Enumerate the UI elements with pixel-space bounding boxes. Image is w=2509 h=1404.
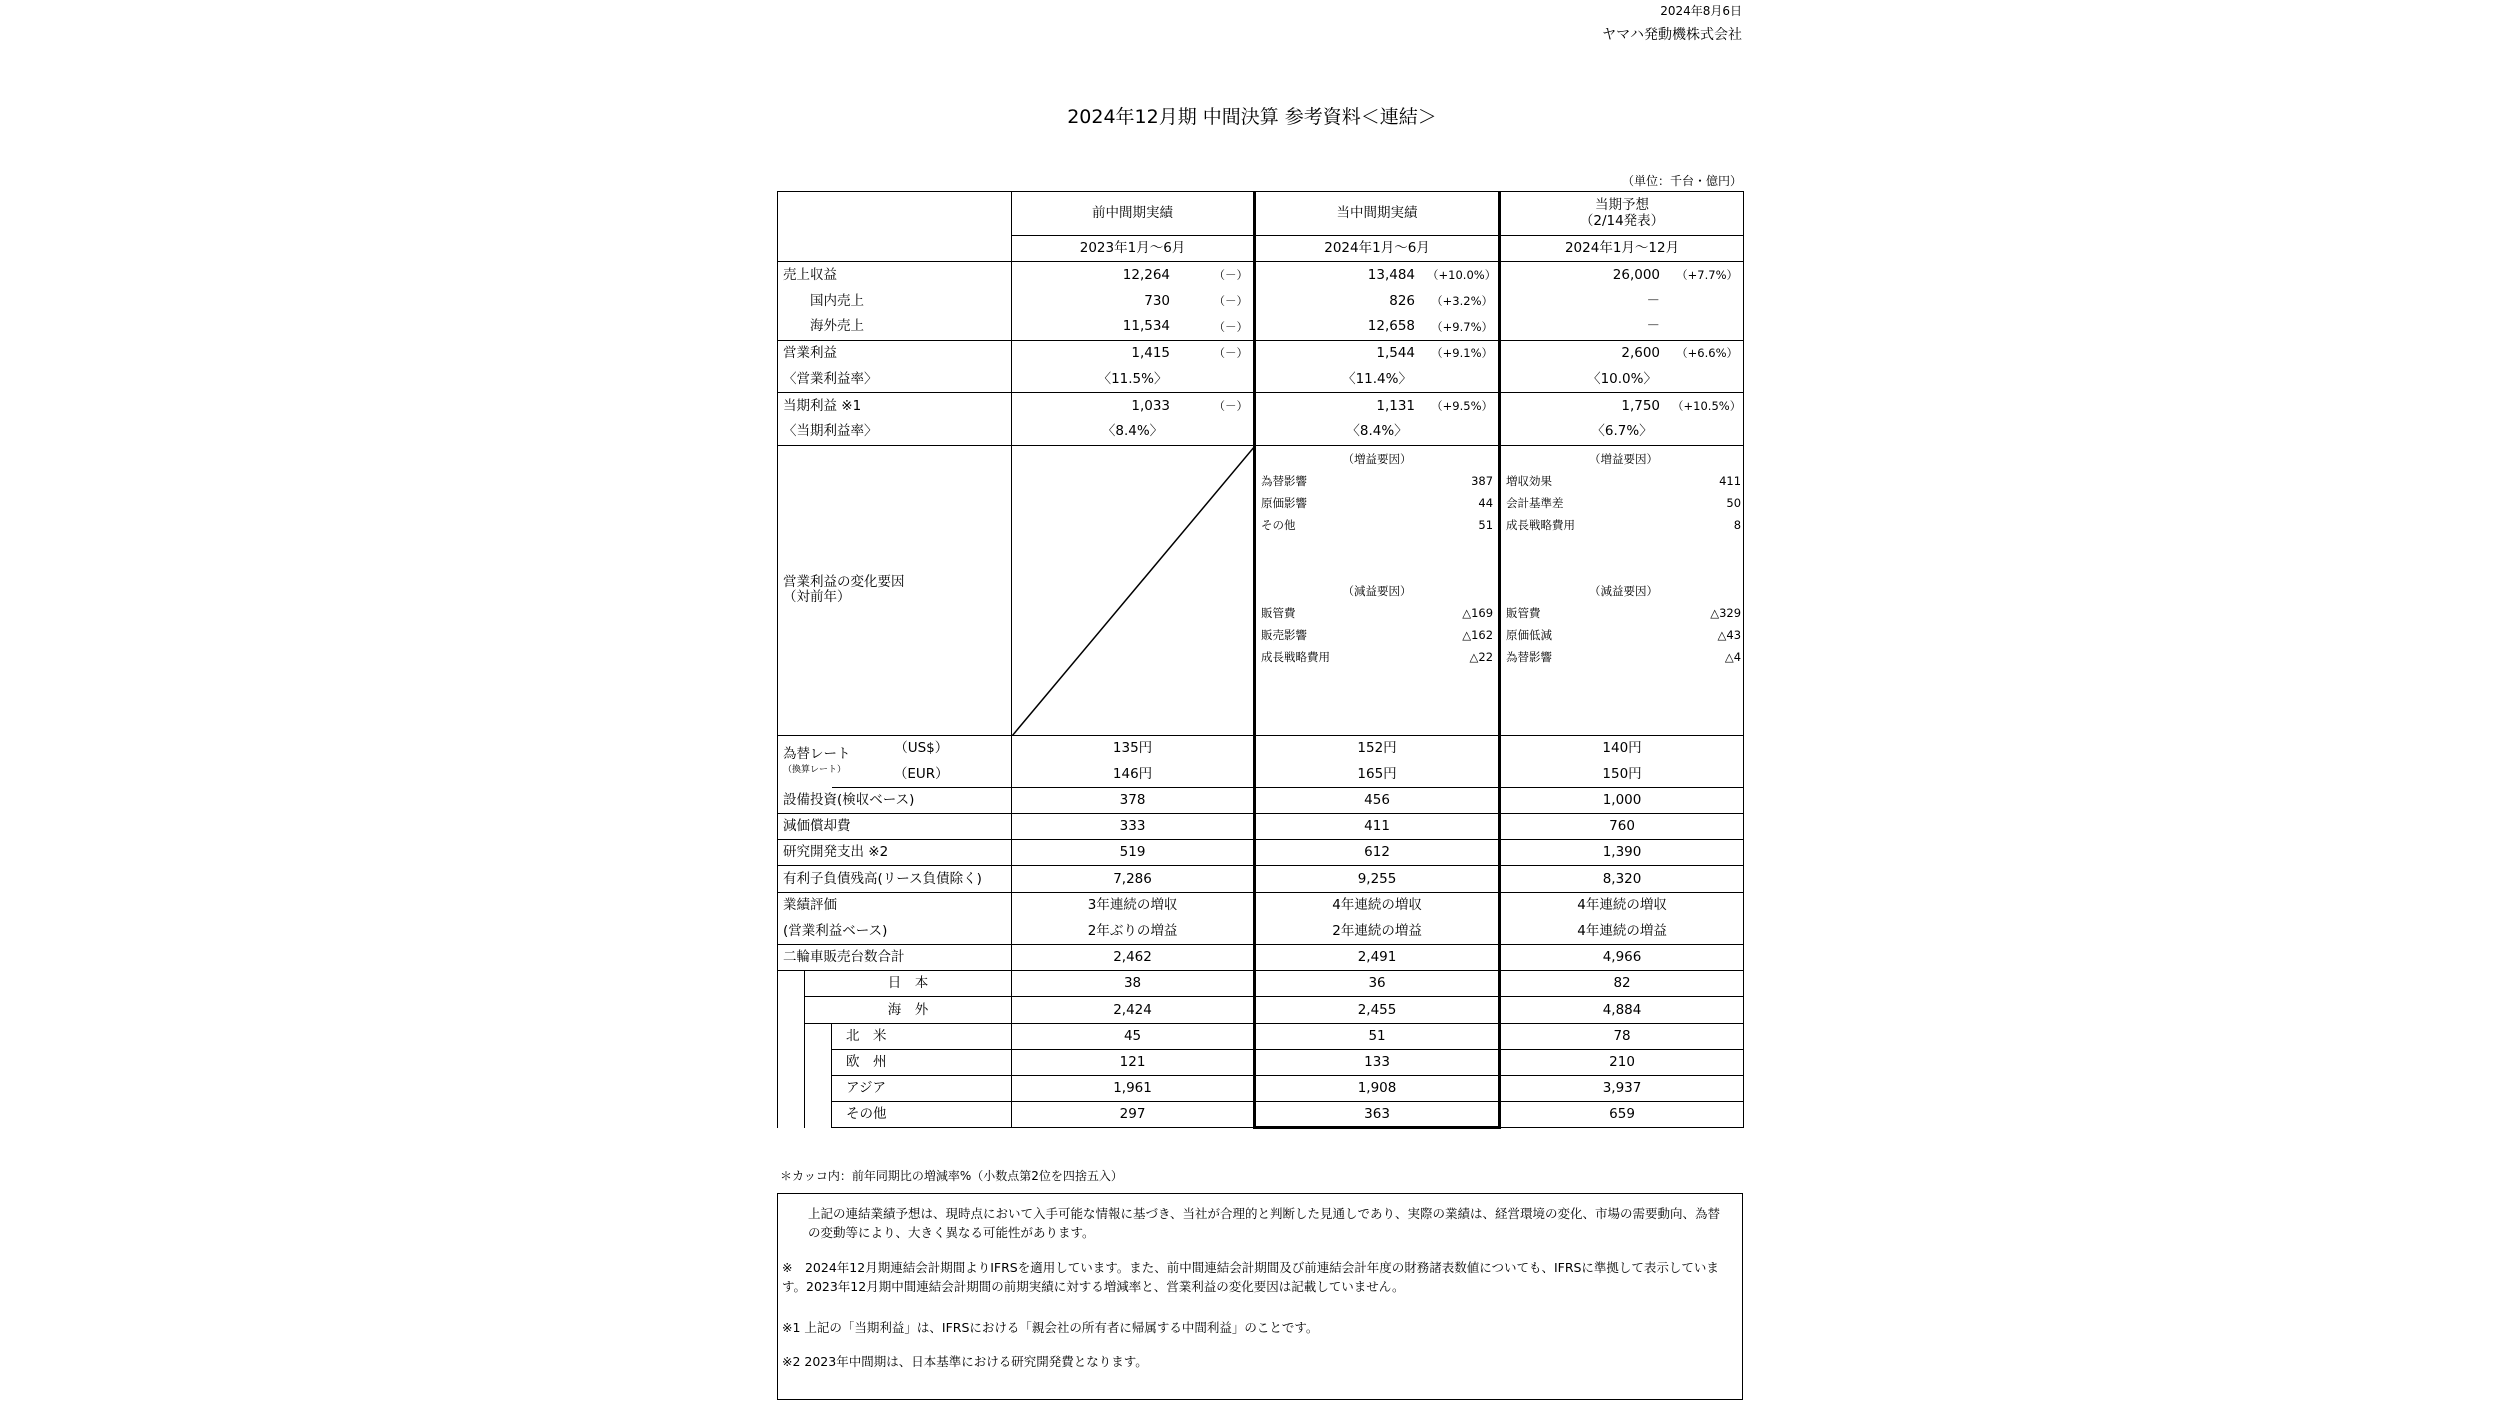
list-item: 会計基準差 50: [1506, 495, 1742, 510]
cell-value: 36: [1255, 971, 1500, 997]
cell-value: 〈8.4%〉: [1255, 419, 1500, 445]
col-prev-label: 前中間期実績: [1012, 192, 1255, 236]
table-row: [778, 735, 1744, 761]
cell-pct: （+6.6%）: [1676, 346, 1739, 361]
cell-value: 2,455: [1255, 997, 1500, 1023]
cell-value: 1,750: [1621, 397, 1661, 414]
footnote: ＊カッコ内：前年同期比の増減率%（小数点第2位を四捨五入）: [780, 1169, 1123, 1183]
cell-value: 7,286: [1012, 866, 1255, 892]
list-item: 為替影響 387: [1261, 473, 1494, 488]
factors-fcst: [1500, 445, 1744, 735]
row-label: 減価償却費: [778, 814, 1012, 840]
fx-label-main: 為替レート: [783, 745, 851, 762]
cell-value: 4年連続の増益: [1500, 918, 1744, 944]
cell-pct: （－）: [1213, 398, 1249, 413]
factors-label: [778, 445, 1012, 735]
list-item: その他 51: [1261, 517, 1494, 532]
col-fcst-label-2: （2/14発表）: [1579, 212, 1665, 229]
cell-value: 8,320: [1500, 866, 1744, 892]
col-fcst-label: [1500, 192, 1744, 236]
row-label: 当期利益 ※1: [778, 393, 1012, 419]
cell-value: 4,884: [1500, 997, 1744, 1023]
cell-value: 12,658: [1367, 318, 1416, 335]
unit-label: （単位：千台・億円）: [1621, 174, 1742, 188]
factors-curr-inc-header: （増益要因）: [1342, 451, 1412, 466]
row-label: 有利子負債残高(リース負債除く): [778, 866, 1012, 892]
cell-value: 1,961: [1012, 1075, 1255, 1101]
factors-curr-dec-header: （減益要因）: [1342, 583, 1412, 598]
row-label: 営業利益: [778, 340, 1012, 366]
company-name: ヤマハ発動機株式会社: [1602, 27, 1742, 43]
cell-value: 4年連続の増収: [1255, 892, 1500, 918]
factors-label-2: （対前年）: [783, 589, 851, 605]
cell-pct: （－）: [1213, 346, 1249, 361]
row-label: 国内売上: [778, 288, 1012, 314]
table-row: [778, 1102, 1744, 1128]
cell-value: 〈10.0%〉: [1500, 366, 1744, 392]
list-item: 原価影響 44: [1261, 495, 1494, 510]
cell-pct: （－）: [1213, 319, 1249, 334]
list-item: 販売影響 △162: [1261, 627, 1494, 642]
col-curr-label: 当中間期実績: [1255, 192, 1500, 236]
cell-value: 146円: [1012, 761, 1255, 787]
cell-value: 411: [1255, 814, 1500, 840]
cell-value: 519: [1012, 840, 1255, 866]
table-row: [778, 945, 1744, 971]
row-label: 研究開発支出 ※2: [778, 840, 1012, 866]
table-row: [778, 419, 1744, 445]
report-date: 2024年8月6日: [1660, 4, 1742, 18]
row-label: 売上収益: [778, 262, 1012, 288]
table-row: [778, 340, 1744, 366]
results-table: [777, 191, 1744, 1129]
cell-value: 165円: [1255, 761, 1500, 787]
cell-value: 〈11.4%〉: [1255, 366, 1500, 392]
cell-value: 826: [1389, 292, 1416, 309]
table-row: [778, 262, 1744, 288]
col-fcst-period: 2024年1月～12月: [1500, 236, 1744, 262]
cell-value: 13,484: [1367, 266, 1416, 283]
cell-value: 2,600: [1621, 345, 1661, 362]
table-row: [778, 1075, 1744, 1101]
cell-value: 3年連続の増収: [1012, 892, 1255, 918]
cell-value: 1,131: [1376, 397, 1416, 414]
table-row: [778, 393, 1744, 419]
notes-box: [777, 1193, 1743, 1400]
table-row: [778, 366, 1744, 392]
cell-value: 51: [1255, 1023, 1500, 1049]
cell-value: 150円: [1500, 761, 1744, 787]
factors-row: [778, 445, 1744, 735]
table-row: [778, 814, 1744, 840]
cell-value: 659: [1500, 1102, 1744, 1128]
table-row: [778, 787, 1744, 813]
col-prev-period: 2023年1月～6月: [1012, 236, 1255, 262]
table-row: [778, 761, 1744, 787]
cell-value: 1,908: [1255, 1075, 1500, 1101]
factors-curr: [1255, 445, 1500, 735]
cell-value: 11,534: [1122, 318, 1171, 335]
cell-value: －: [1646, 318, 1661, 335]
row-label: 設備投資(検収ベース): [778, 787, 1012, 813]
cell-value: 121: [1012, 1049, 1255, 1075]
cell-value: 82: [1500, 971, 1744, 997]
cell-value: 760: [1500, 814, 1744, 840]
cell-value: 78: [1500, 1023, 1744, 1049]
cell-value: 730: [1144, 292, 1171, 309]
cell-value: 297: [1012, 1102, 1255, 1128]
diagonal-line: [1012, 446, 1255, 736]
cell-value: 1,390: [1500, 840, 1744, 866]
cell-pct: （+9.5%）: [1431, 398, 1494, 413]
cell-pct: （+3.2%）: [1431, 293, 1494, 308]
cell-value: 378: [1012, 787, 1255, 813]
table-row: [778, 840, 1744, 866]
cell-value: 210: [1500, 1049, 1744, 1075]
list-item: 販管費 △169: [1261, 605, 1494, 620]
cell-pct: （－）: [1213, 267, 1249, 282]
list-item: 原価低減 △43: [1506, 627, 1742, 642]
page-title: 2024年12月期 中間決算 参考資料＜連結＞: [1067, 106, 1437, 128]
cell-value: 1,033: [1131, 397, 1171, 414]
cell-value: 1,415: [1131, 345, 1171, 362]
cell-value: 133: [1255, 1049, 1500, 1075]
cell-value: 2,424: [1012, 997, 1255, 1023]
cell-value: 140円: [1500, 735, 1744, 761]
list-item: 販管費 △329: [1506, 605, 1742, 620]
row-label: 業績評価: [778, 892, 1012, 918]
note-forecast: 上記の連結業績予想は、現時点において入手可能な情報に基づき、当社が合理的と判断した見通しであり、実際の業績は、経営環境の変化、市場の需要動向、為替の変動等により、大きく異なる可能性があります。: [808, 1206, 1721, 1240]
fx-label-sub: （換算レート）: [783, 765, 847, 776]
fx-eur-label: （EUR）: [832, 761, 1012, 787]
row-label: 二輪車販売台数合計: [778, 945, 1012, 971]
table-row: [778, 971, 1744, 997]
table-row: [778, 1023, 1744, 1049]
cell-value: 152円: [1255, 735, 1500, 761]
table-row: [778, 918, 1744, 944]
cell-value: 612: [1255, 840, 1500, 866]
cell-value: 456: [1255, 787, 1500, 813]
cell-pct: （－）: [1213, 293, 1249, 308]
cell-value: 2年ぶりの増益: [1012, 918, 1255, 944]
row-label: 〈営業利益率〉: [778, 366, 1012, 392]
cell-value: 〈8.4%〉: [1012, 419, 1255, 445]
cell-pct: （+10.5%）: [1672, 398, 1742, 413]
table-row: [778, 866, 1744, 892]
cell-value: 45: [1012, 1023, 1255, 1049]
factors-fcst-dec-header: （減益要因）: [1589, 583, 1659, 598]
cell-value: 38: [1012, 971, 1255, 997]
cell-value: 3,937: [1500, 1075, 1744, 1101]
cell-value: 〈11.5%〉: [1012, 366, 1255, 392]
table-row: [778, 997, 1744, 1023]
cell-value: 363: [1255, 1102, 1500, 1128]
cell-value: －: [1646, 292, 1661, 309]
cell-value: 〈6.7%〉: [1500, 419, 1744, 445]
cell-value: 4年連続の増収: [1500, 892, 1744, 918]
cell-value: 9,255: [1255, 866, 1500, 892]
list-item: 成長戦略費用 8: [1506, 517, 1742, 532]
cell-pct: （+9.1%）: [1431, 346, 1494, 361]
table-row: [778, 892, 1744, 918]
cell-value: 135円: [1012, 735, 1255, 761]
cell-value: 1,544: [1376, 345, 1416, 362]
header-row: [778, 192, 1744, 236]
cell-value: 1,000: [1500, 787, 1744, 813]
fx-label: [778, 735, 851, 787]
row-label: アジア: [832, 1075, 1012, 1101]
col-curr-period: 2024年1月～6月: [1255, 236, 1500, 262]
list-item: 増収効果 411: [1506, 473, 1742, 488]
row-label: その他: [832, 1102, 1012, 1128]
row-label: 欧 州: [832, 1049, 1012, 1075]
cell-value: 2,462: [1012, 945, 1255, 971]
cell-pct: （+9.7%）: [1431, 319, 1494, 334]
list-item: 成長戦略費用 △22: [1261, 649, 1494, 664]
row-label: 北 米: [832, 1023, 1012, 1049]
cell-value: 333: [1012, 814, 1255, 840]
row-label: (営業利益ベース): [778, 918, 1012, 944]
row-label: 〈当期利益率〉: [778, 419, 1012, 445]
fx-usd-label: （US$）: [832, 735, 1012, 761]
factors-label-1: 営業利益の変化要因: [783, 574, 905, 591]
cell-pct: （+7.7%）: [1676, 267, 1739, 282]
note-ifrs: ※ 2024年12月期連結会計期間よりIFRSを適用しています。また、前中間連結会計期間及び前連結会計年度の財務諸表数値についても、IFRSに準拠して表示しています。2023年12月期中間連結会計期間の前期実績に対する増減率と、営業利益の変化要因は記載していません。: [782, 1260, 1719, 1294]
cell-value: 4,966: [1500, 945, 1744, 971]
row-label: 海外売上: [778, 314, 1012, 340]
col-fcst-label-1: 当期予想: [1595, 196, 1650, 213]
note-2: ※2 2023年中間期は、日本基準における研究開発費となります。: [782, 1354, 1148, 1369]
cell-value: 2,491: [1255, 945, 1500, 971]
table-row: [778, 1049, 1744, 1075]
cell-value: 26,000: [1612, 266, 1661, 283]
table-row: [778, 288, 1744, 314]
row-label: 日 本: [805, 971, 1012, 997]
factors-prev-empty: [1012, 445, 1255, 735]
row-label: 海 外: [805, 997, 1012, 1023]
factors-fcst-inc-header: （増益要因）: [1589, 451, 1659, 466]
note-1: ※1 上記の「当期利益」は、IFRSにおける「親会社の所有者に帰属する中間利益」のことです。: [782, 1320, 1319, 1335]
list-item: 為替影響 △4: [1506, 649, 1742, 664]
cell-value: 2年連続の増益: [1255, 918, 1500, 944]
table-row: [778, 314, 1744, 340]
cell-value: 12,264: [1122, 266, 1171, 283]
cell-pct: （+10.0%）: [1427, 267, 1497, 282]
